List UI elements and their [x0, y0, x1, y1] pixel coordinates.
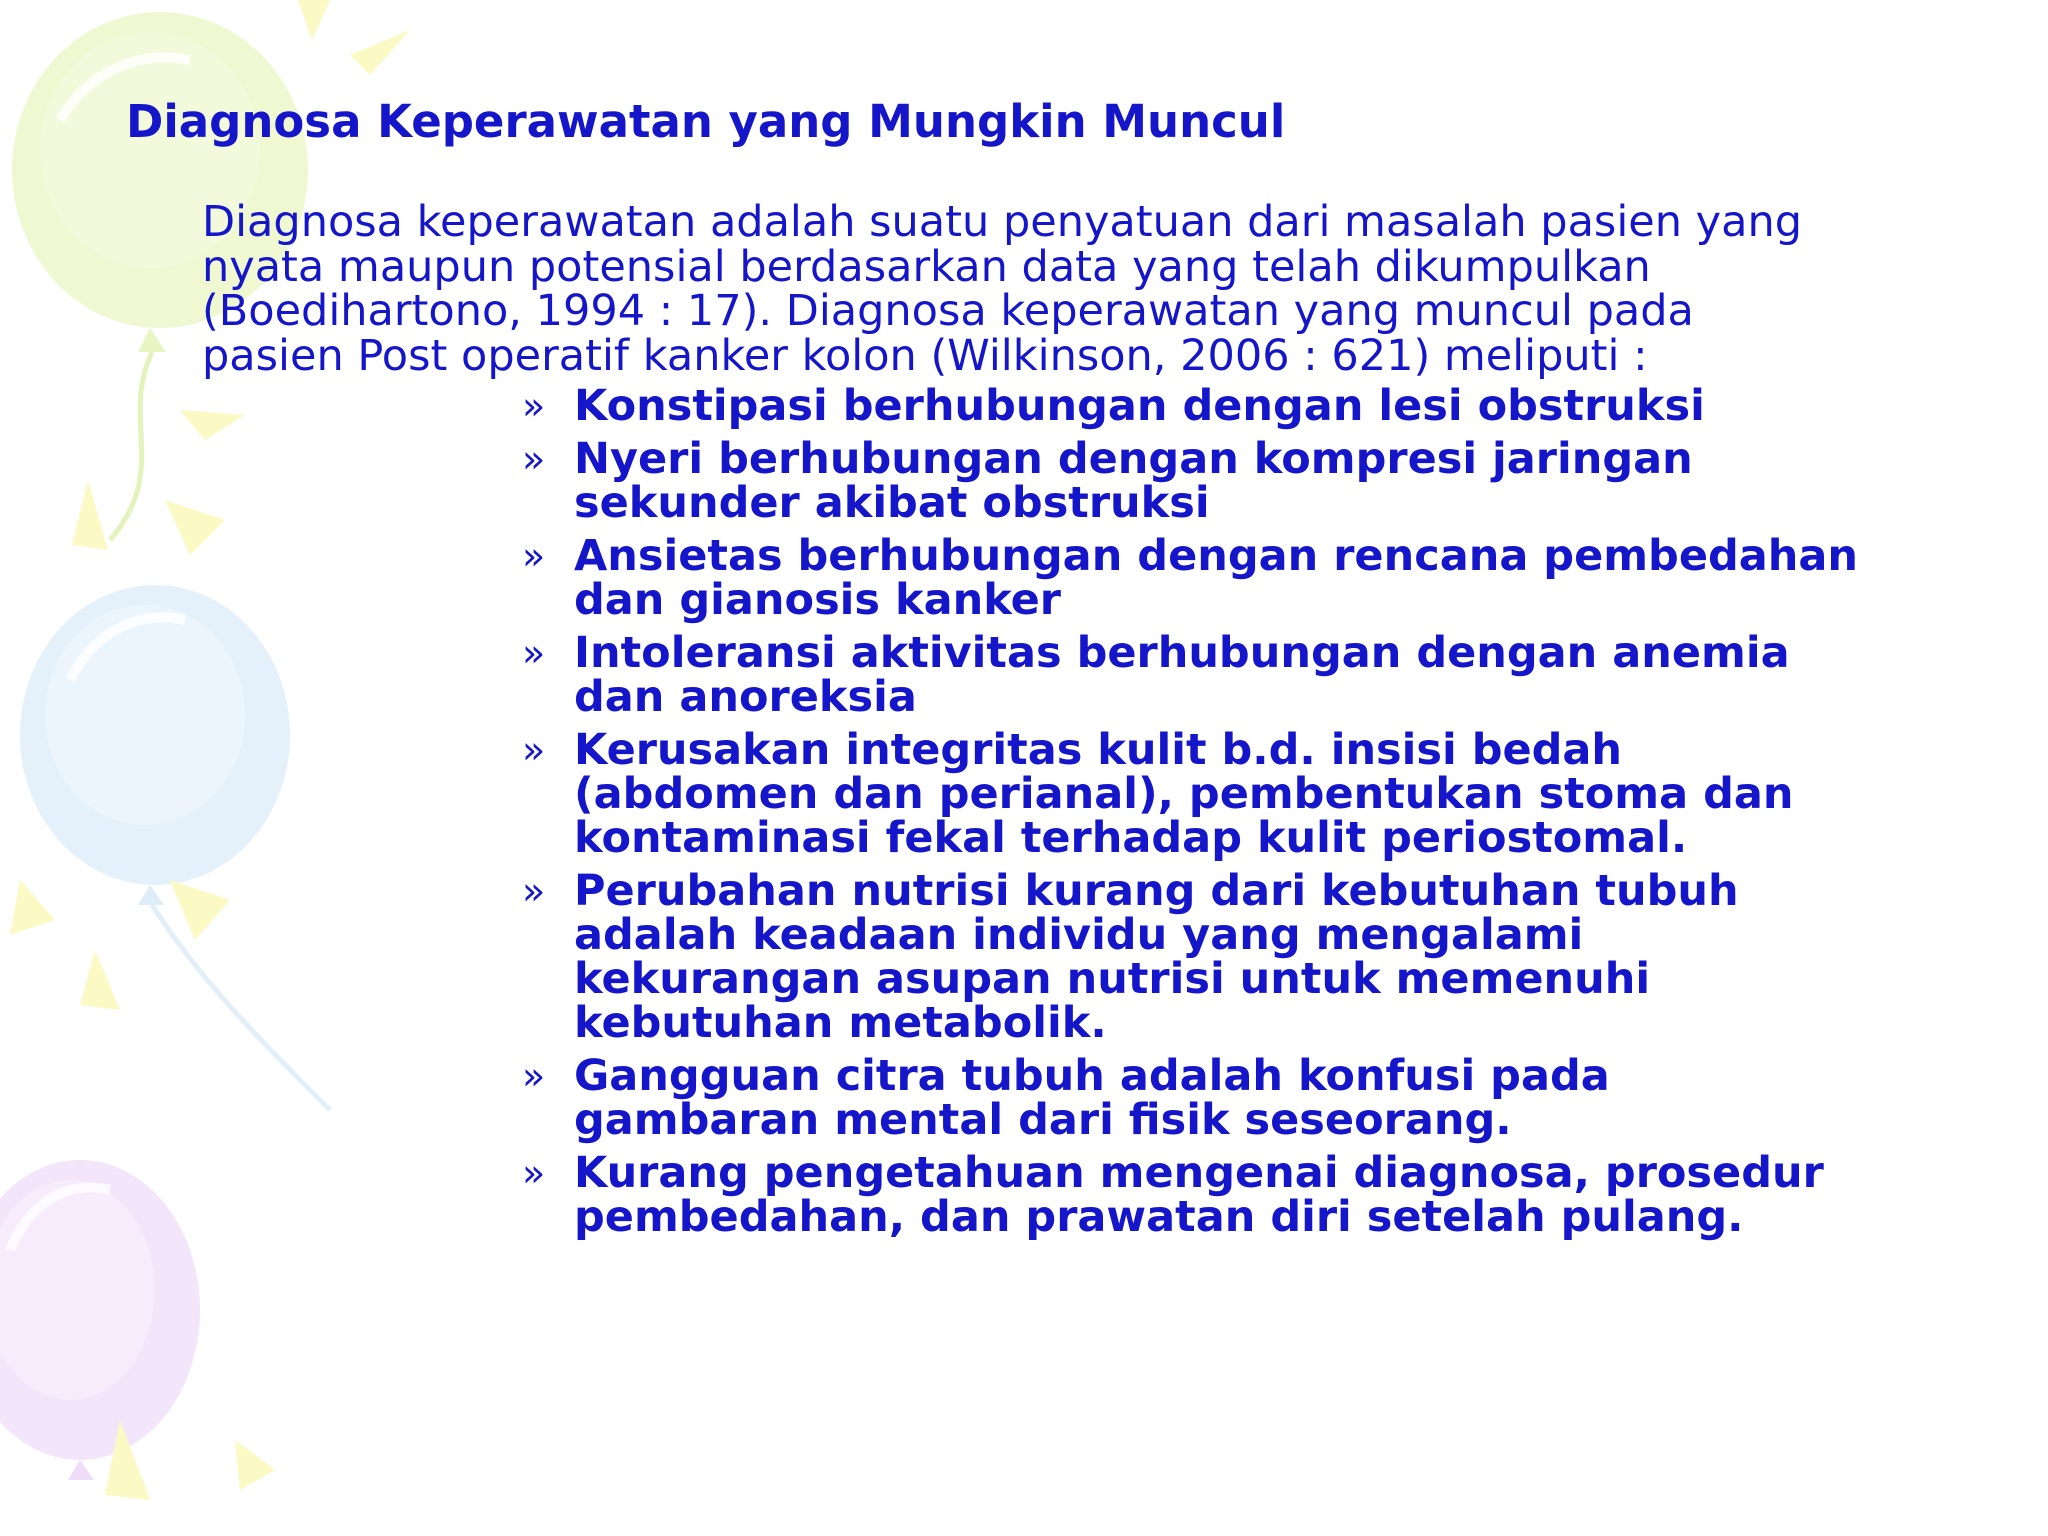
diagnosis-line: gambaran mental dari fisik seseorang. [574, 1095, 1512, 1145]
double-chevron-icon: » [522, 1151, 546, 1195]
diagnosis-item [518, 381, 2018, 431]
purple-balloon-icon [0, 1160, 200, 1480]
diagnosis-line: pembedahan, dan prawatan diri setelah pulang. [574, 1192, 1744, 1242]
diagnosis-list [518, 381, 2018, 1248]
intro-line: (Boedihartono, 1994 : 17). Diagnosa keperawatan yang muncul pada [202, 286, 1694, 336]
diagnosis-line: Perubahan nutrisi kurang dari kebutuhan tubuh [574, 866, 1739, 916]
diagnosis-line: kebutuhan metabolik. [574, 998, 1107, 1048]
diagnosis-item [518, 531, 2018, 625]
diagnosis-line: Ansietas berhubungan dengan rencana pembedahan [574, 531, 1859, 581]
double-chevron-icon: » [522, 384, 546, 428]
slide-title: Diagnosa Keperawatan yang Mungkin Muncul [126, 95, 1286, 148]
intro-line: Diagnosa keperawatan adalah suatu penyatuan dari masalah pasien yang [202, 197, 1802, 247]
intro-paragraph [202, 197, 1962, 381]
diagnosis-item [518, 434, 2018, 528]
diagnosis-item [518, 725, 2018, 863]
intro-line: pasien Post operatif kanker kolon (Wilkinson, 2006 : 621) meliputi : [202, 330, 1648, 381]
double-chevron-icon: » [522, 437, 546, 481]
diagnosis-line: Intoleransi aktivitas berhubungan dengan anemia [574, 628, 1790, 678]
intro-line: nyata maupun potensial berdasarkan data yang telah dikumpulkan [202, 241, 1651, 292]
diagnosis-item [518, 1148, 2018, 1242]
diagnosis-item [518, 628, 2018, 722]
diagnosis-line: Gangguan citra tubuh adalah konfusi pada [574, 1051, 1610, 1101]
diagnosis-line: dan anoreksia [574, 672, 917, 722]
diagnosis-line: Kurang pengetahuan mengenai diagnosa, prosedur [574, 1148, 1824, 1198]
diagnosis-item [518, 1051, 2018, 1145]
diagnosis-line: Kerusakan integritas kulit b.d. insisi bedah [574, 725, 1623, 775]
diagnosis-line: sekunder akibat obstruksi [574, 478, 1210, 528]
double-chevron-icon: » [522, 534, 546, 578]
diagnosis-line: Konstipasi berhubungan dengan lesi obstruksi [574, 381, 1705, 431]
diagnosis-item [518, 866, 2018, 1048]
double-chevron-icon: » [522, 1054, 546, 1098]
double-chevron-icon: » [522, 728, 546, 772]
diagnosis-line: dan gianosis kanker [574, 575, 1062, 625]
diagnosis-line: kontaminasi fekal terhadap kulit periostomal. [574, 813, 1688, 863]
double-chevron-icon: » [522, 631, 546, 675]
double-chevron-icon: » [522, 869, 546, 913]
diagnosis-line: (abdomen dan perianal), pembentukan stoma dan [574, 769, 1794, 819]
diagnosis-line: Nyeri berhubungan dengan kompresi jaringan [574, 434, 1693, 484]
diagnosis-line: adalah keadaan individu yang mengalami [574, 910, 1584, 960]
diagnosis-line: kekurangan asupan nutrisi untuk memenuhi [574, 954, 1651, 1004]
blue-balloon-icon [20, 585, 330, 1110]
